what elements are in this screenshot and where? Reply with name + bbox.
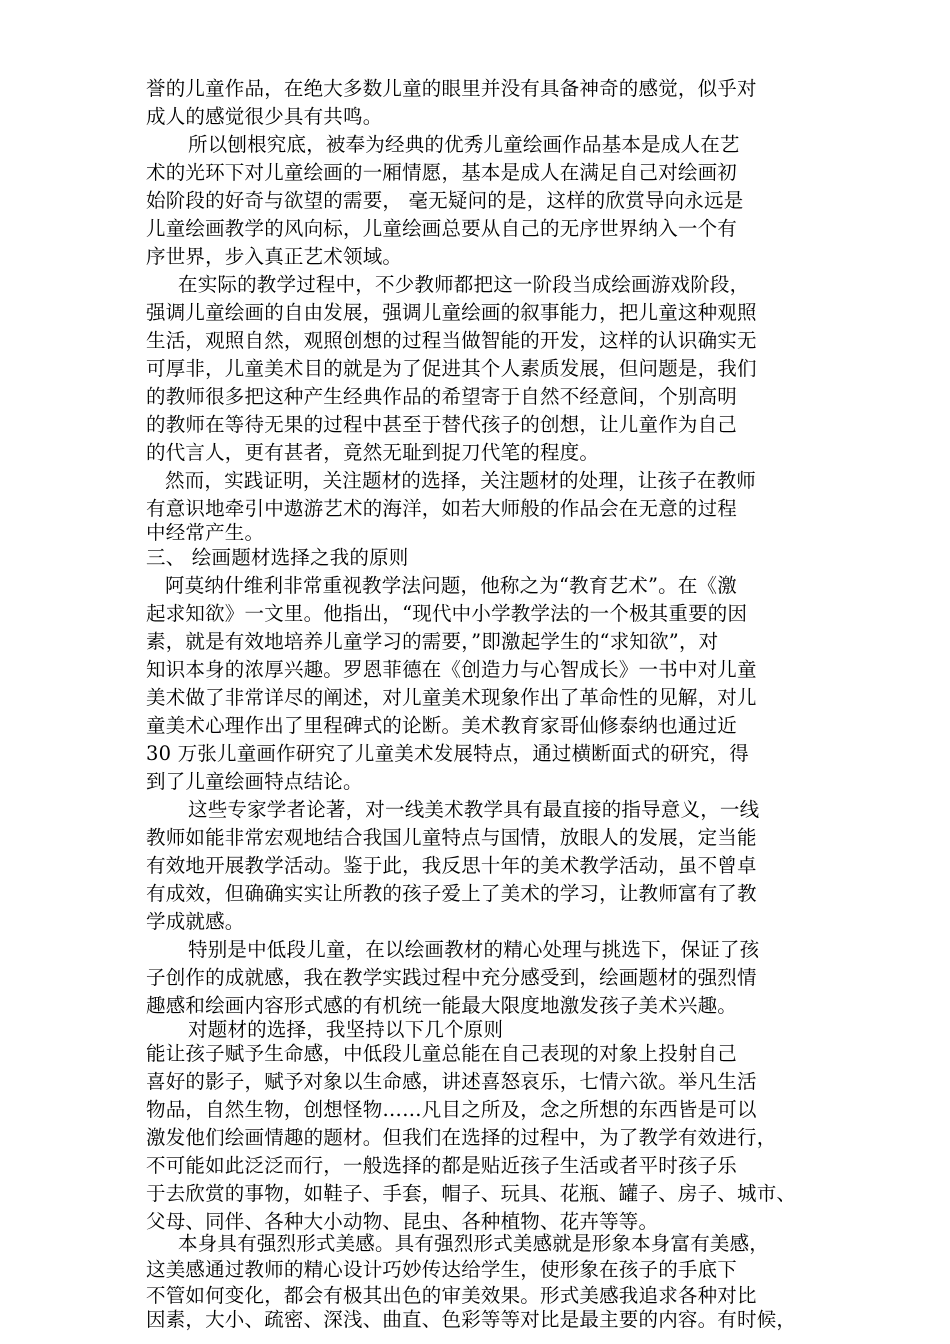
text-line: 知识本身的浓厚兴趣。罗恩菲德在《创造力与心智成长》一书中对儿童	[146, 658, 757, 681]
text-line: 物品，自然生物，创想怪物……凡目之所及，念之所想的东西皆是可以	[146, 1098, 757, 1121]
text-line: 所以刨根究底，被奉为经典的优秀儿童绘画作品基本是成人在艺	[188, 133, 740, 156]
text-line: 童美术心理作出了里程碑式的论断。美术教育家哥仙修泰纳也通过近	[146, 714, 738, 737]
text-line: 不管如何变化，都会有极其出色的审美效果。形式美感我追求各种对比	[146, 1284, 757, 1307]
text-line: 成人的感觉很少具有共鸣。	[146, 105, 383, 128]
text-line: 有成效，但确确实实让所教的孩子爱上了美术的学习，让教师富有了教	[146, 882, 757, 905]
text-line: 术的光环下对儿童绘画的一厢情愿，基本是成人在满足自己对绘画初	[146, 161, 738, 184]
text-line: 教师如能非常宏观地结合我国儿童特点与国情，放眼人的发展，定当能	[146, 826, 757, 849]
text-line: 子创作的成就感，我在教学实践过程中充分感受到，绘画题材的强烈情	[146, 966, 757, 989]
text-line: 喜好的影子，赋予对象以生命感，讲述喜怒哀乐，七情六欲。举凡生活	[146, 1070, 757, 1093]
text-line: 父母、同伴、各种大小动物、昆虫、各种植物、花卉等等。	[146, 1210, 659, 1233]
text-line: 序世界，步入真正艺术领域。	[146, 245, 403, 268]
text-line: 然而，实践证明，关注题材的选择，关注题材的处理，让孩子在教师	[165, 469, 757, 492]
text-line: 起求知欲》一文里。他指出，“现代中小学教学法的一个极其重要的因	[146, 602, 748, 625]
text-line: 始阶段的好奇与欲望的需要， 毫无疑问的是，这样的欣赏导向永远是	[146, 189, 744, 212]
text-line: 在实际的教学过程中，不少教师都把这一阶段当成绘画游戏阶段，	[178, 273, 750, 296]
section-heading: 三、 绘画题材选择之我的原则	[146, 546, 409, 569]
text-line: 的代言人，更有甚者，竟然无耻到捉刀代笔的程度。	[146, 441, 600, 464]
text-line: 对题材的选择，我坚持以下几个原则	[188, 1018, 504, 1041]
text-line: 可厚非，儿童美术目的就是为了促进其个人素质发展，但问题是，我们	[146, 357, 757, 380]
text-line: 到了儿童绘画特点结论。	[146, 770, 363, 793]
text-line: 这些专家学者论著，对一线美术教学具有最直接的指导意义，一线	[188, 798, 760, 821]
text-line: 特别是中低段儿童，在以绘画教材的精心处理与挑选下，保证了孩	[188, 938, 760, 961]
text-line: 这美感通过教师的精心设计巧妙传达给学生，使形象在孩子的手底下	[146, 1258, 738, 1281]
text-line: 于去欣赏的事物，如鞋子、手套，帽子、玩具、花瓶、罐子、房子、城市、	[146, 1182, 797, 1205]
text-line: 的教师很多把这种产生经典作品的希望寄于自然不经意间，个别高明	[146, 385, 738, 408]
text-line: 有意识地牵引中遨游艺术的海洋，如若大师般的作品会在无意的过程	[146, 497, 738, 520]
text-line: 能让孩子赋予生命感，中低段儿童总能在自己表现的对象上投射自己	[146, 1042, 738, 1065]
text-line: 阿莫纳什维利非常重视教学法问题，他称之为“教育艺术”。在《激	[165, 574, 737, 597]
text-line: 有效地开展教学活动。鉴于此，我反思十年的美术教学活动，虽不曾卓	[146, 854, 757, 877]
text-line: 生活，观照自然，观照创想的过程当做智能的开发，这样的认识确实无	[146, 329, 757, 352]
text-line: 学成就感。	[146, 910, 245, 933]
text-line: 因素，大小、疏密、深浅、曲直、色彩等等对比是最主要的内容。有时候，	[146, 1308, 797, 1331]
text-line: 激发他们绘画情趣的题材。但我们在选择的过程中，为了教学有效进行，	[146, 1126, 777, 1149]
text-line: 不可能如此泛泛而行，一般选择的都是贴近孩子生活或者平时孩子乐	[146, 1154, 738, 1177]
text-line: 本身具有强烈形式美感。具有强烈形式美感就是形象本身富有美感，	[178, 1232, 770, 1255]
text-line: 儿童绘画教学的风向标，儿童绘画总要从自己的无序世界纳入一个有	[146, 217, 738, 240]
text-line: 誉的儿童作品，在绝大多数儿童的眼里并没有具备神奇的感觉，似乎对	[146, 77, 757, 100]
text-line: 美术做了非常详尽的阐述，对儿童美术现象作出了革命性的见解，对儿	[146, 686, 757, 709]
text-line: 趣感和绘画内容形式感的有机统一能最大限度地激发孩子美术兴趣。	[146, 994, 738, 1017]
text-line: 强调儿童绘画的自由发展，强调儿童绘画的叙事能力，把儿童这种观照	[146, 301, 757, 324]
text-line: 的教师在等待无果的过程中甚至于替代孩子的创想，让儿童作为自己	[146, 413, 738, 436]
text-line: 30 万张儿童画作研究了儿童美术发展特点，通过横断面式的研究，得	[146, 742, 749, 765]
text-line: 素，就是有效地培养儿童学习的需要，”即激起学生的“求知欲”，对	[146, 630, 719, 653]
text-line: 中经常产生。	[146, 521, 265, 544]
